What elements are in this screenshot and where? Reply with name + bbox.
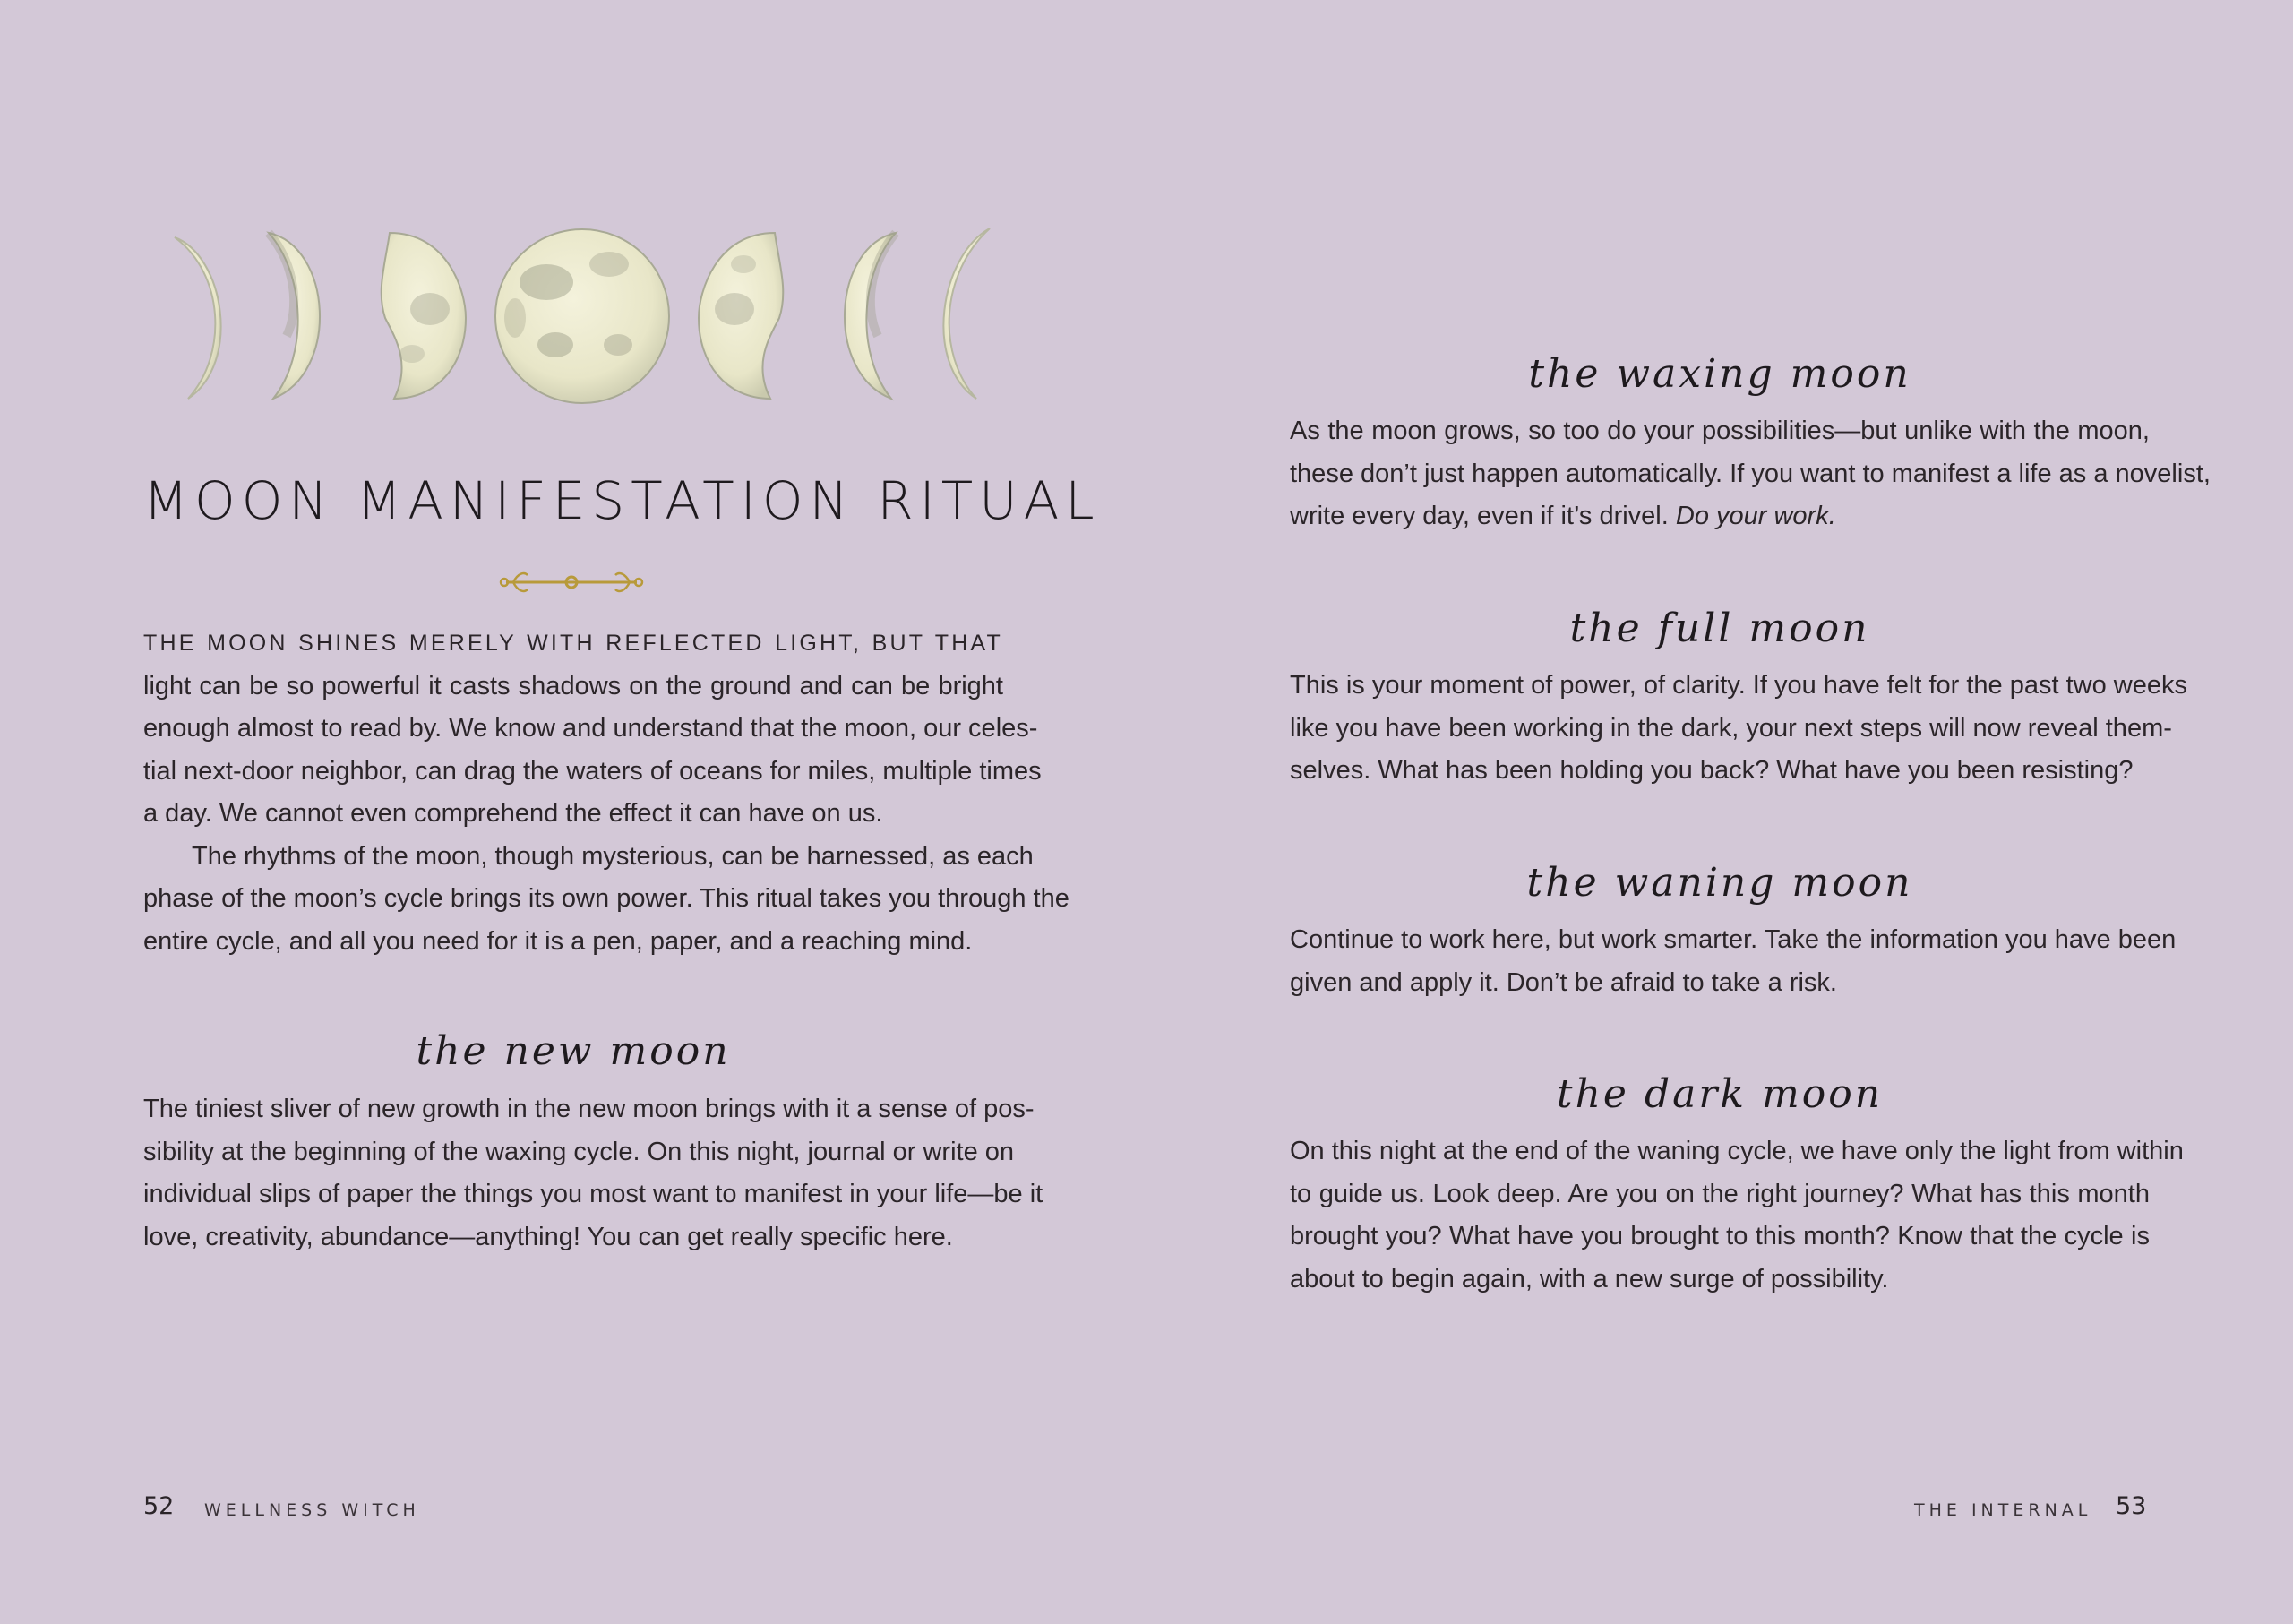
section-body-waning-moon bbox=[1290, 919, 2177, 1004]
intro-line: a day. We cannot even comprehend the effect it can have on us. bbox=[143, 799, 883, 828]
left-page bbox=[0, 0, 1146, 1624]
body-line: On this night at the end of the waning cycle, we have only the light from within bbox=[1290, 1137, 2184, 1165]
body-line: The tiniest sliver of new growth in the new moon brings with it a sense of pos- bbox=[143, 1095, 1035, 1123]
body-line: individual slips of paper the things you most want to manifest in your life—be it bbox=[143, 1180, 1043, 1208]
crescent-moon-icon bbox=[943, 228, 990, 399]
body-line: This is your moment of power, of clarity. If you have felt for the past two weeks bbox=[1290, 671, 2188, 700]
moon-phases-illustration bbox=[161, 211, 1003, 408]
page-number: 52 bbox=[143, 1492, 175, 1520]
running-head: THE INTERNAL bbox=[1914, 1500, 2092, 1520]
intro-line: light can be so powerful it casts shadows on the ground and can be bright bbox=[143, 671, 1003, 700]
intro-line: entire cycle, and all you need for it is a pen, paper, and a reaching mind. bbox=[143, 926, 973, 956]
section-heading-new-moon: the new moon bbox=[416, 1028, 731, 1074]
intro-line: phase of the moon’s cycle brings its own power. This ritual takes you through the bbox=[143, 884, 1069, 913]
body-line: As the moon grows, so too do your possibilities—but unlike with the moon, bbox=[1290, 417, 2150, 445]
body-line: to guide us. Look deep. Are you on the right journey? What has this month bbox=[1290, 1179, 2150, 1208]
flourish-ornament bbox=[495, 564, 648, 600]
section-body-waxing-moon bbox=[1290, 410, 2211, 538]
body-line: Continue to work here, but work smarter. Take the information you have been bbox=[1290, 925, 2177, 954]
body-line: love, creativity, abundance—anything! You can get really specific here. bbox=[143, 1222, 953, 1251]
page-number: 53 bbox=[2116, 1492, 2147, 1520]
body-line: given and apply it. Don’t be afraid to take a risk. bbox=[1290, 967, 1837, 997]
body-line: these don’t just happen automatically. If you want to manifest a life as a novelist, bbox=[1290, 459, 2211, 488]
section-heading-dark-moon: the dark moon bbox=[1556, 1071, 1884, 1117]
section-body-full-moon bbox=[1290, 665, 2188, 793]
intro-line: THE MOON SHINES MERELY WITH REFLECTED LIGHT, BUT THAT bbox=[143, 631, 1003, 656]
section-body-dark-moon bbox=[1290, 1130, 2184, 1301]
intro-line: tial next-door neighbor, can drag the waters of oceans for miles, multiple times bbox=[143, 756, 1042, 786]
crescent-moon-icon bbox=[175, 237, 221, 399]
section-body-new-moon bbox=[143, 1088, 1043, 1259]
body-line: sibility at the beginning of the waxing cycle. On this night, journal or write on bbox=[143, 1137, 1015, 1166]
emphasis-text: Do your work. bbox=[1675, 502, 1836, 530]
body-line: brought you? What have you brought to this month? Know that the cycle is bbox=[1290, 1222, 2150, 1250]
intro-line: The rhythms of the moon, though mysterious, can be harnessed, as each bbox=[192, 841, 1034, 871]
body-line: selves. What has been holding you back? What have you been resisting? bbox=[1290, 756, 2134, 785]
page-title: MOON MANIFESTATION RITUAL bbox=[143, 470, 1101, 531]
body-line: like you have been working in the dark, your next steps will now reveal them- bbox=[1290, 713, 2172, 743]
section-heading-full-moon: the full moon bbox=[1569, 606, 1870, 651]
intro-paragraph bbox=[143, 623, 1069, 963]
section-heading-waxing-moon: the waxing moon bbox=[1528, 351, 1911, 397]
body-line: about to begin again, with a new surge of possibility. bbox=[1290, 1264, 1889, 1293]
body-line: write every day, even if it’s drivel. Do your work. bbox=[1290, 502, 1836, 530]
intro-line: enough almost to read by. We know and understand that the moon, our celes- bbox=[143, 714, 1038, 743]
section-heading-waning-moon: the waning moon bbox=[1526, 860, 1913, 906]
running-head: WELLNESS WITCH bbox=[204, 1500, 420, 1520]
